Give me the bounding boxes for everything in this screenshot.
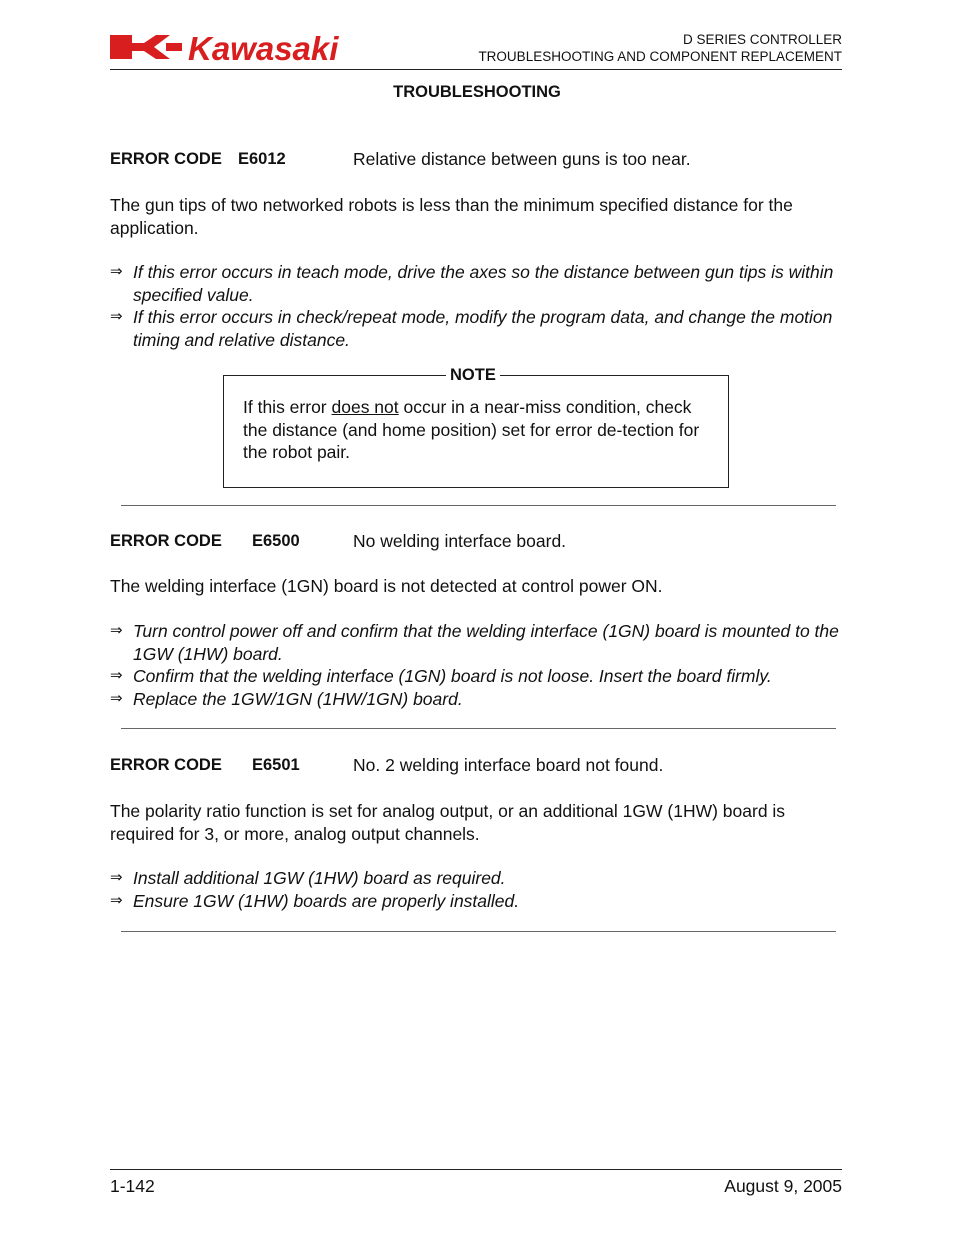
error-description: No welding interface board. (353, 531, 567, 551)
implies-arrow-icon: ⇒ (110, 869, 123, 886)
note-title: NOTE (446, 365, 500, 385)
header-series: D SERIES CONTROLLER (682, 32, 842, 47)
corrective-action: ⇒ If this error occurs in check/repeat mode, modify the program data, and change the motion timing and relative distance. (110, 307, 833, 350)
section-divider (121, 728, 836, 729)
error-code-value: E6012 (238, 150, 286, 168)
implies-arrow-icon: ⇒ (110, 622, 123, 639)
error-code-label: ERROR CODE (110, 756, 222, 774)
header-subtitle: TROUBLESHOOTING AND COMPONENT REPLACEMENT (478, 49, 842, 64)
footer-date: August 9, 2005 (724, 1176, 842, 1196)
error-detail: The gun tips of two networked robots is less than the minimum specified distance for the application. (110, 195, 793, 238)
error-code-label: ERROR CODE (110, 150, 222, 168)
brand-wordmark: Kawasaki (188, 30, 339, 64)
kawasaki-logo (110, 30, 390, 64)
section-divider (121, 931, 836, 932)
header-rule (110, 69, 842, 70)
error-detail: The polarity ratio function is set for analog output, or an additional 1GW (1HW) board is required for 3, or more, analog output channels. (110, 801, 786, 844)
implies-arrow-icon: ⇒ (110, 263, 123, 280)
error-code-label: ERROR CODE (110, 532, 222, 550)
implies-arrow-icon: ⇒ (110, 690, 123, 707)
page-number: 1-142 (110, 1176, 155, 1196)
error-code-value: E6500 (252, 532, 300, 550)
implies-arrow-icon: ⇒ (110, 667, 123, 684)
corrective-action: ⇒ Replace the 1GW/1GN (1HW/1GN) board. (110, 689, 463, 709)
footer-rule (110, 1169, 842, 1170)
note-box (223, 366, 729, 488)
section-divider (121, 505, 836, 506)
corrective-action: ⇒ Ensure 1GW (1HW) boards are properly installed. (110, 891, 520, 911)
corrective-action: ⇒ If this error occurs in teach mode, drive the axes so the distance between gun tips is within specified value. (110, 262, 834, 305)
implies-arrow-icon: ⇒ (110, 892, 123, 909)
error-description: No. 2 welding interface board not found. (353, 755, 664, 775)
corrective-action: ⇒ Install additional 1GW (1HW) board as required. (110, 868, 506, 888)
error-code-value: E6501 (252, 756, 300, 774)
corrective-action: ⇒ Turn control power off and confirm that the welding interface (1GN) board is mounted to the 1GW (1HW) board. (110, 621, 839, 664)
corrective-action: ⇒ Confirm that the welding interface (1GN) board is not loose. Insert the board firmly. (110, 666, 772, 686)
implies-arrow-icon: ⇒ (110, 308, 123, 325)
error-description: Relative distance between guns is too near. (353, 149, 691, 169)
error-detail: The welding interface (1GN) board is not detected at control power ON. (110, 576, 663, 596)
note-text: If this error does not occur in a near-miss condition, check the distance (and home position) set for error de-tection for the robot pair. (243, 397, 700, 462)
section-title: TROUBLESHOOTING (393, 83, 561, 101)
